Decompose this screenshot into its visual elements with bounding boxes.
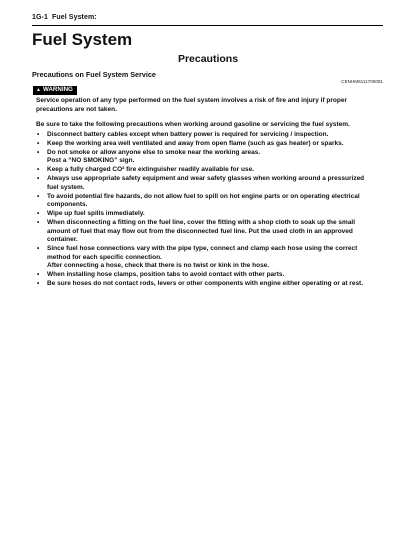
precaution-text: • Wipe up fuel spills immediately.	[47, 210, 145, 218]
precaution-item	[36, 131, 366, 140]
precaution-text: After connecting a hose, check that there is no twist or kink in the hose.	[47, 262, 270, 270]
precaution-item	[36, 149, 366, 166]
running-title: Fuel System:	[51, 14, 97, 21]
precaution-text: • Be sure hoses do not contact rods, levers or other components with engine either operating or at rest.	[47, 280, 364, 288]
precaution-item	[36, 210, 366, 219]
precaution-item	[36, 166, 366, 175]
precaution-text: • Keep the working area well ventilated and away from open flame (such as gas heater) or sparks.	[47, 139, 344, 147]
chapter-title: Fuel System	[32, 30, 133, 49]
precaution-text: • Since fuel hose connections vary with the pipe type, connect and clamp each hose using the correct method for each specific connection.	[47, 245, 358, 261]
precaution-text: • Disconnect battery cables except when battery power is required for servicing / inspection.	[47, 131, 329, 138]
precaution-text: • When installing hose clamps, position tabs to avoid contact with other parts.	[47, 271, 285, 279]
page-reference: 1G-1	[32, 14, 48, 21]
warning-lead: Be sure to take the following precautions when working around gasoline or servicing the fuel system.	[36, 121, 350, 128]
subsection-title: Precautions on Fuel System Service	[32, 70, 156, 79]
document-id: CENHM6111700001	[341, 79, 383, 84]
warning-intro: Service operation of any type performed on the fuel system involves a risk of fire and injury if proper precautions are not taken.	[36, 97, 347, 113]
header-rule	[32, 25, 383, 26]
precaution-item	[36, 140, 366, 149]
precaution-text: • Do not smoke or allow anyone else to smoke near the working areas.	[47, 148, 261, 156]
precaution-text: • To avoid potential fire hazards, do not allow fuel to spill on hot engine parts or on operating electrical components.	[47, 192, 360, 209]
precaution-text: • When disconnecting a fitting on the fuel line, cover the fitting with a shop cloth to soak up the small amount of fuel that may flow out from the disconnected fuel line. Put the used cloth in an approved container.	[47, 219, 356, 244]
warning-triangle-icon: ▲	[36, 87, 41, 94]
running-header	[32, 14, 97, 21]
section-title: Precautions	[177, 53, 239, 65]
precaution-text: • Keep a fully charged CO² fire extinguisher readily available for use.	[47, 166, 254, 174]
precaution-item	[36, 175, 366, 192]
precaution-item	[36, 280, 366, 289]
precaution-item	[36, 271, 366, 280]
precaution-item	[36, 219, 366, 245]
warning-label-text: WARNING	[42, 86, 73, 94]
precaution-list	[36, 131, 366, 289]
warning-label	[33, 86, 77, 95]
precaution-text: • Always use appropriate safety equipment and wear safety glasses when working around a pressurized fuel system.	[47, 175, 365, 191]
precaution-item	[36, 245, 366, 271]
precaution-text: Post a “NO SMOKING” sign.	[47, 157, 135, 165]
precaution-item	[36, 193, 366, 210]
